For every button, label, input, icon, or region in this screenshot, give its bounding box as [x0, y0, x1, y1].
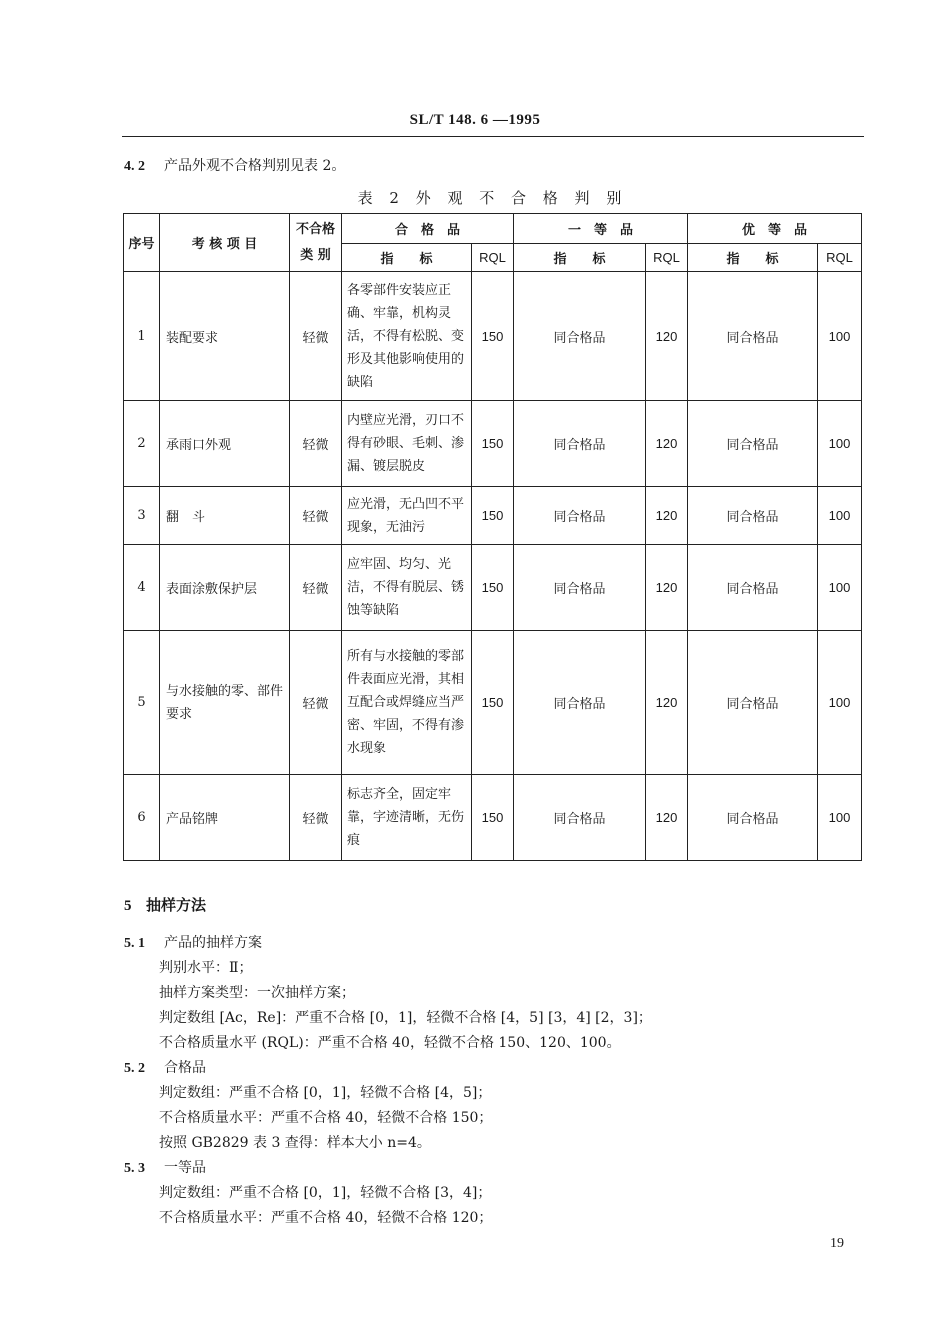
table-row — [124, 631, 862, 775]
clause-number: 4. 2 — [124, 159, 145, 174]
cell-rql-first: 120 — [646, 272, 688, 401]
cell-seq: 1 — [124, 272, 160, 401]
clause-number: 5. 1 — [124, 936, 145, 951]
header-rule — [122, 136, 864, 137]
cell-first-class: 同合格品 — [514, 401, 646, 487]
cell-rql-qualified: 150 — [472, 775, 514, 861]
clause-heading: 一等品 — [164, 1160, 206, 1176]
cell-category: 轻微 — [290, 545, 342, 631]
clause-line: 判定数组 [Ac，Re]：严重不合格 [0，1]，轻微不合格 [4，5] [3，4] [2，3]； — [159, 1010, 652, 1026]
cell-rql-excellent: 100 — [818, 401, 862, 487]
cell-category: 轻微 — [290, 775, 342, 861]
standard-header: SL/T 148. 6 —1995 — [409, 112, 541, 128]
clause-line: 判定数组：严重不合格 [0，1]，轻微不合格 [4，5]； — [159, 1085, 492, 1101]
cell-rql-excellent: 100 — [818, 487, 862, 545]
clause-text: 产品外观不合格判别见表 2。 — [164, 158, 346, 174]
cell-seq: 5 — [124, 631, 160, 775]
th-rql-3: RQL — [818, 244, 862, 272]
cell-seq: 6 — [124, 775, 160, 861]
th-rql-1: RQL — [472, 244, 514, 272]
cell-excellent: 同合格品 — [688, 775, 818, 861]
th-category-line2: 类 别 — [300, 247, 331, 263]
th-indicator-1: 指 标 — [342, 244, 472, 272]
th-item: 考 核 项 目 — [160, 214, 290, 272]
cell-rql-qualified: 150 — [472, 401, 514, 487]
page-number: 19 — [830, 1236, 844, 1251]
cell-item: 翻 斗 — [160, 487, 290, 545]
cell-item: 与水接触的零、部件要求 — [160, 631, 290, 775]
cell-first-class: 同合格品 — [514, 775, 646, 861]
clause-number: 5. 3 — [124, 1161, 145, 1176]
cell-rql-excellent: 100 — [818, 545, 862, 631]
clause-5-3-title — [124, 1157, 206, 1177]
cell-seq: 3 — [124, 487, 160, 545]
cell-excellent: 同合格品 — [688, 545, 818, 631]
cell-rql-first: 120 — [646, 401, 688, 487]
cell-rql-excellent: 100 — [818, 272, 862, 401]
cell-category: 轻微 — [290, 631, 342, 775]
cell-category: 轻微 — [290, 272, 342, 401]
clause-line: 判定数组：严重不合格 [0，1]，轻微不合格 [3，4]； — [159, 1185, 492, 1201]
cell-category: 轻微 — [290, 401, 342, 487]
th-category-line1: 不合格 — [295, 221, 335, 237]
cell-rql-qualified: 150 — [472, 272, 514, 401]
table-row — [124, 545, 862, 631]
clause-5-2-title — [124, 1057, 206, 1077]
cell-rql-first: 120 — [646, 545, 688, 631]
cell-first-class: 同合格品 — [514, 487, 646, 545]
clause-number: 5. 2 — [124, 1061, 145, 1076]
clause-line: 不合格质量水平 (RQL)：严重不合格 40，轻微不合格 150、120、100。 — [159, 1035, 621, 1051]
cell-rql-qualified: 150 — [472, 545, 514, 631]
cell-seq: 2 — [124, 401, 160, 487]
section-5-heading: 抽样方法 — [146, 896, 207, 914]
cell-excellent: 同合格品 — [688, 401, 818, 487]
cell-rql-first: 120 — [646, 631, 688, 775]
clause-4-2 — [124, 155, 345, 175]
table-row — [124, 487, 862, 545]
cell-indicator: 内壁应光滑，刃口不得有砂眼、毛刺、渗漏、镀层脱皮 — [342, 401, 472, 487]
cell-rql-first: 120 — [646, 487, 688, 545]
clause-line: 按照 GB2829 表 3 查得：样本大小 n=4。 — [159, 1135, 431, 1151]
cell-first-class: 同合格品 — [514, 272, 646, 401]
cell-rql-qualified: 150 — [472, 631, 514, 775]
clause-5-1-title — [124, 932, 262, 952]
cell-indicator: 所有与水接触的零部件表面应光滑，其相互配合或焊缝应当严密、牢固，不得有渗水现象 — [342, 631, 472, 775]
cell-seq: 4 — [124, 545, 160, 631]
table-row — [124, 401, 862, 487]
cell-item: 产品铭牌 — [160, 775, 290, 861]
appearance-table — [123, 213, 862, 861]
clause-heading: 合格品 — [164, 1060, 206, 1076]
th-seq: 序号 — [124, 214, 160, 272]
th-first-class: 一 等 品 — [514, 214, 688, 244]
cell-rql-excellent: 100 — [818, 775, 862, 861]
cell-indicator: 应牢固、均匀、光洁，不得有脱层、锈蚀等缺陷 — [342, 545, 472, 631]
cell-excellent: 同合格品 — [688, 631, 818, 775]
clause-line: 不合格质量水平：严重不合格 40，轻微不合格 150； — [159, 1110, 493, 1126]
section-5-number: 5 — [124, 898, 132, 914]
cell-rql-first: 120 — [646, 775, 688, 861]
table-row — [124, 272, 862, 401]
th-indicator-3: 指 标 — [688, 244, 818, 272]
header-row-1 — [124, 214, 862, 244]
cell-item: 装配要求 — [160, 272, 290, 401]
th-rql-2: RQL — [646, 244, 688, 272]
th-category — [290, 214, 342, 272]
cell-first-class: 同合格品 — [514, 545, 646, 631]
clause-heading: 产品的抽样方案 — [164, 935, 262, 951]
cell-rql-qualified: 150 — [472, 487, 514, 545]
cell-item: 承雨口外观 — [160, 401, 290, 487]
cell-rql-excellent: 100 — [818, 631, 862, 775]
th-qualified: 合 格 品 — [342, 214, 514, 244]
cell-indicator: 标志齐全，固定牢靠，字迹清晰，无伤痕 — [342, 775, 472, 861]
clause-line: 判别水平：Ⅱ； — [159, 960, 253, 976]
cell-excellent: 同合格品 — [688, 272, 818, 401]
cell-category: 轻微 — [290, 487, 342, 545]
cell-indicator: 应光滑，无凸凹不平现象，无油污 — [342, 487, 472, 545]
th-excellent: 优 等 品 — [688, 214, 862, 244]
cell-indicator: 各零部件安装应正确、牢靠，机构灵活，不得有松脱、变形及其他影响使用的缺陷 — [342, 272, 472, 401]
th-indicator-2: 指 标 — [514, 244, 646, 272]
section-5-title — [124, 894, 206, 915]
cell-excellent: 同合格品 — [688, 487, 818, 545]
table-row — [124, 775, 862, 861]
clause-line: 不合格质量水平：严重不合格 40，轻微不合格 120； — [159, 1210, 493, 1226]
clause-line: 抽样方案类型：一次抽样方案； — [159, 985, 355, 1001]
cell-item: 表面涂敷保护层 — [160, 545, 290, 631]
table-caption: 表 2 外 观 不 合 格 判 别 — [357, 189, 628, 207]
cell-first-class: 同合格品 — [514, 631, 646, 775]
